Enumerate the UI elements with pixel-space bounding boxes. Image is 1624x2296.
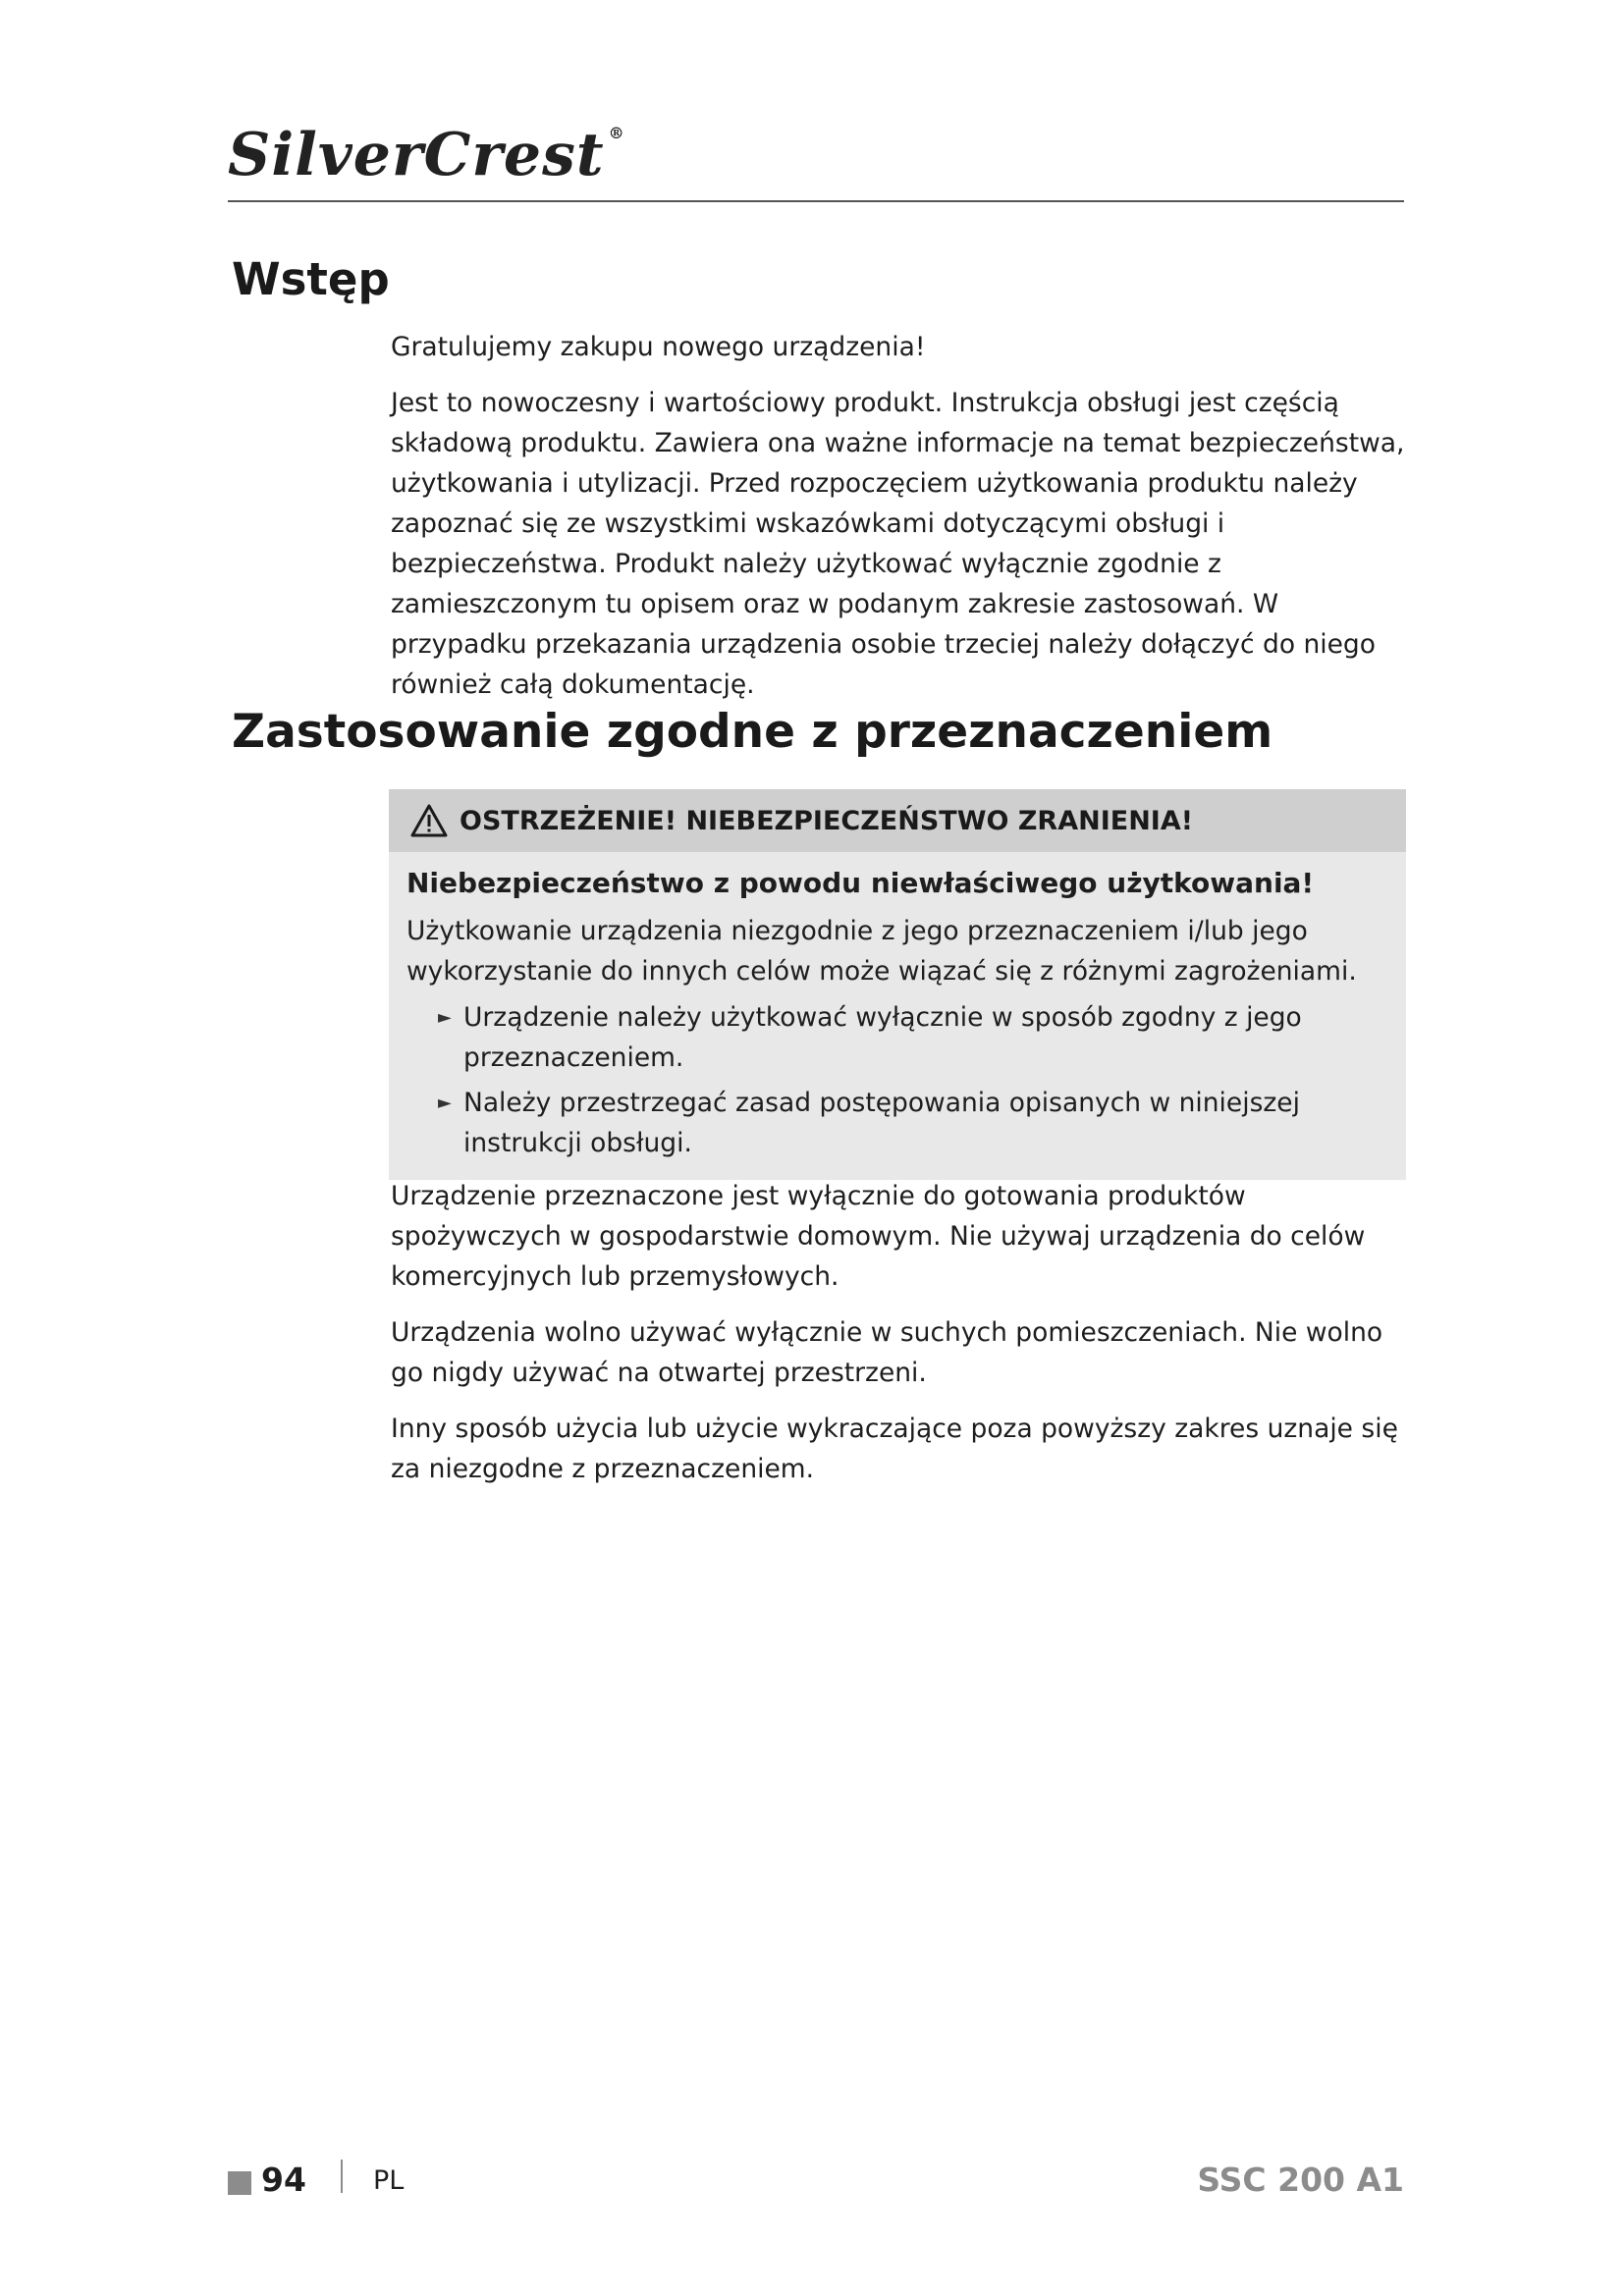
bullet-arrow-icon: ►	[438, 1093, 452, 1113]
logo-text: SilverCrest	[228, 121, 605, 189]
intro-paragraph: Jest to nowoczesny i wartościowy produkt. Instrukcja obsługi jest częścią składową produktu. Zawiera ona ważne informacje na temat bezpieczeństwa, użytkowania i utylizacji. Przed rozpoczęciem użytkowania produktu należy zapoznać się ze wszystkimi wskazówkami dotyczącymi obsługi i bezpieczeństwa. Produkt należy użytkować wyłącznie zgodnie z zamieszczonym tu opisem oraz w podanym zakresie zastosowań. W przypadku przekazania urządzenia osobie trzeciej należy dołączyć do niego również całą dokumentację.	[391, 388, 1405, 700]
usage-text	[391, 1176, 1406, 1505]
language-code: PL	[373, 2165, 405, 2196]
usage-paragraph: Urządzenia wolno używać wyłącznie w suchych pomieszczeniach. Nie wolno go nigdy używać na otwartej przestrzeni.	[391, 1317, 1383, 1388]
section-title-usage: Zastosowanie zgodne z przeznaczeniem	[232, 705, 1273, 759]
footer-square-marker	[228, 2171, 251, 2195]
warning-title: OSTRZEŻENIE! NIEBEZPIECZEŃSTWO ZRANIENIA!	[460, 805, 1194, 836]
usage-paragraph: Inny sposób użycia lub użycie wykraczające poza powyższy zakres uznaje się za niezgodne z przeznaczeniem.	[391, 1414, 1398, 1484]
page-number: 94	[261, 2161, 306, 2199]
bullet-text: Urządzenie należy użytkować wyłącznie w sposób zgodny z jego przeznaczeniem.	[463, 1002, 1302, 1073]
registered-mark: ®	[608, 124, 625, 142]
warning-bullet	[406, 997, 1386, 1078]
warning-box	[389, 789, 1406, 1180]
silvercrest-logo	[228, 121, 625, 189]
warning-triangle-icon	[410, 804, 448, 837]
intro-text	[391, 327, 1406, 721]
section-title-intro: Wstęp	[232, 253, 390, 305]
usage-paragraph: Urządzenie przeznaczone jest wyłącznie do gotowania produktów spożywczych w gospodarstwie domowym. Nie używaj urządzenia do celów komercyjnych lub przemysłowych.	[391, 1181, 1366, 1292]
intro-paragraph: Gratulujemy zakupu nowego urządzenia!	[391, 332, 926, 362]
bullet-text: Należy przestrzegać zasad postępowania opisanych w niniejszej instrukcji obsługi.	[463, 1088, 1300, 1158]
header-divider	[228, 200, 1404, 202]
warning-body	[389, 852, 1406, 1180]
warning-header	[389, 789, 1406, 852]
warning-bullet	[406, 1083, 1386, 1163]
bullet-arrow-icon: ►	[438, 1007, 452, 1028]
warning-subtitle: Niebezpieczeństwo z powodu niewłaściwego użytkowania!	[406, 867, 1315, 899]
warning-text: Użytkowanie urządzenia niezgodnie z jego przeznaczeniem i/lub jego wykorzystanie do innych celów może wiązać się z różnymi zagrożeniami.	[406, 916, 1357, 987]
model-number: SSC 200 A1	[1197, 2161, 1404, 2199]
footer-divider	[341, 2160, 343, 2193]
